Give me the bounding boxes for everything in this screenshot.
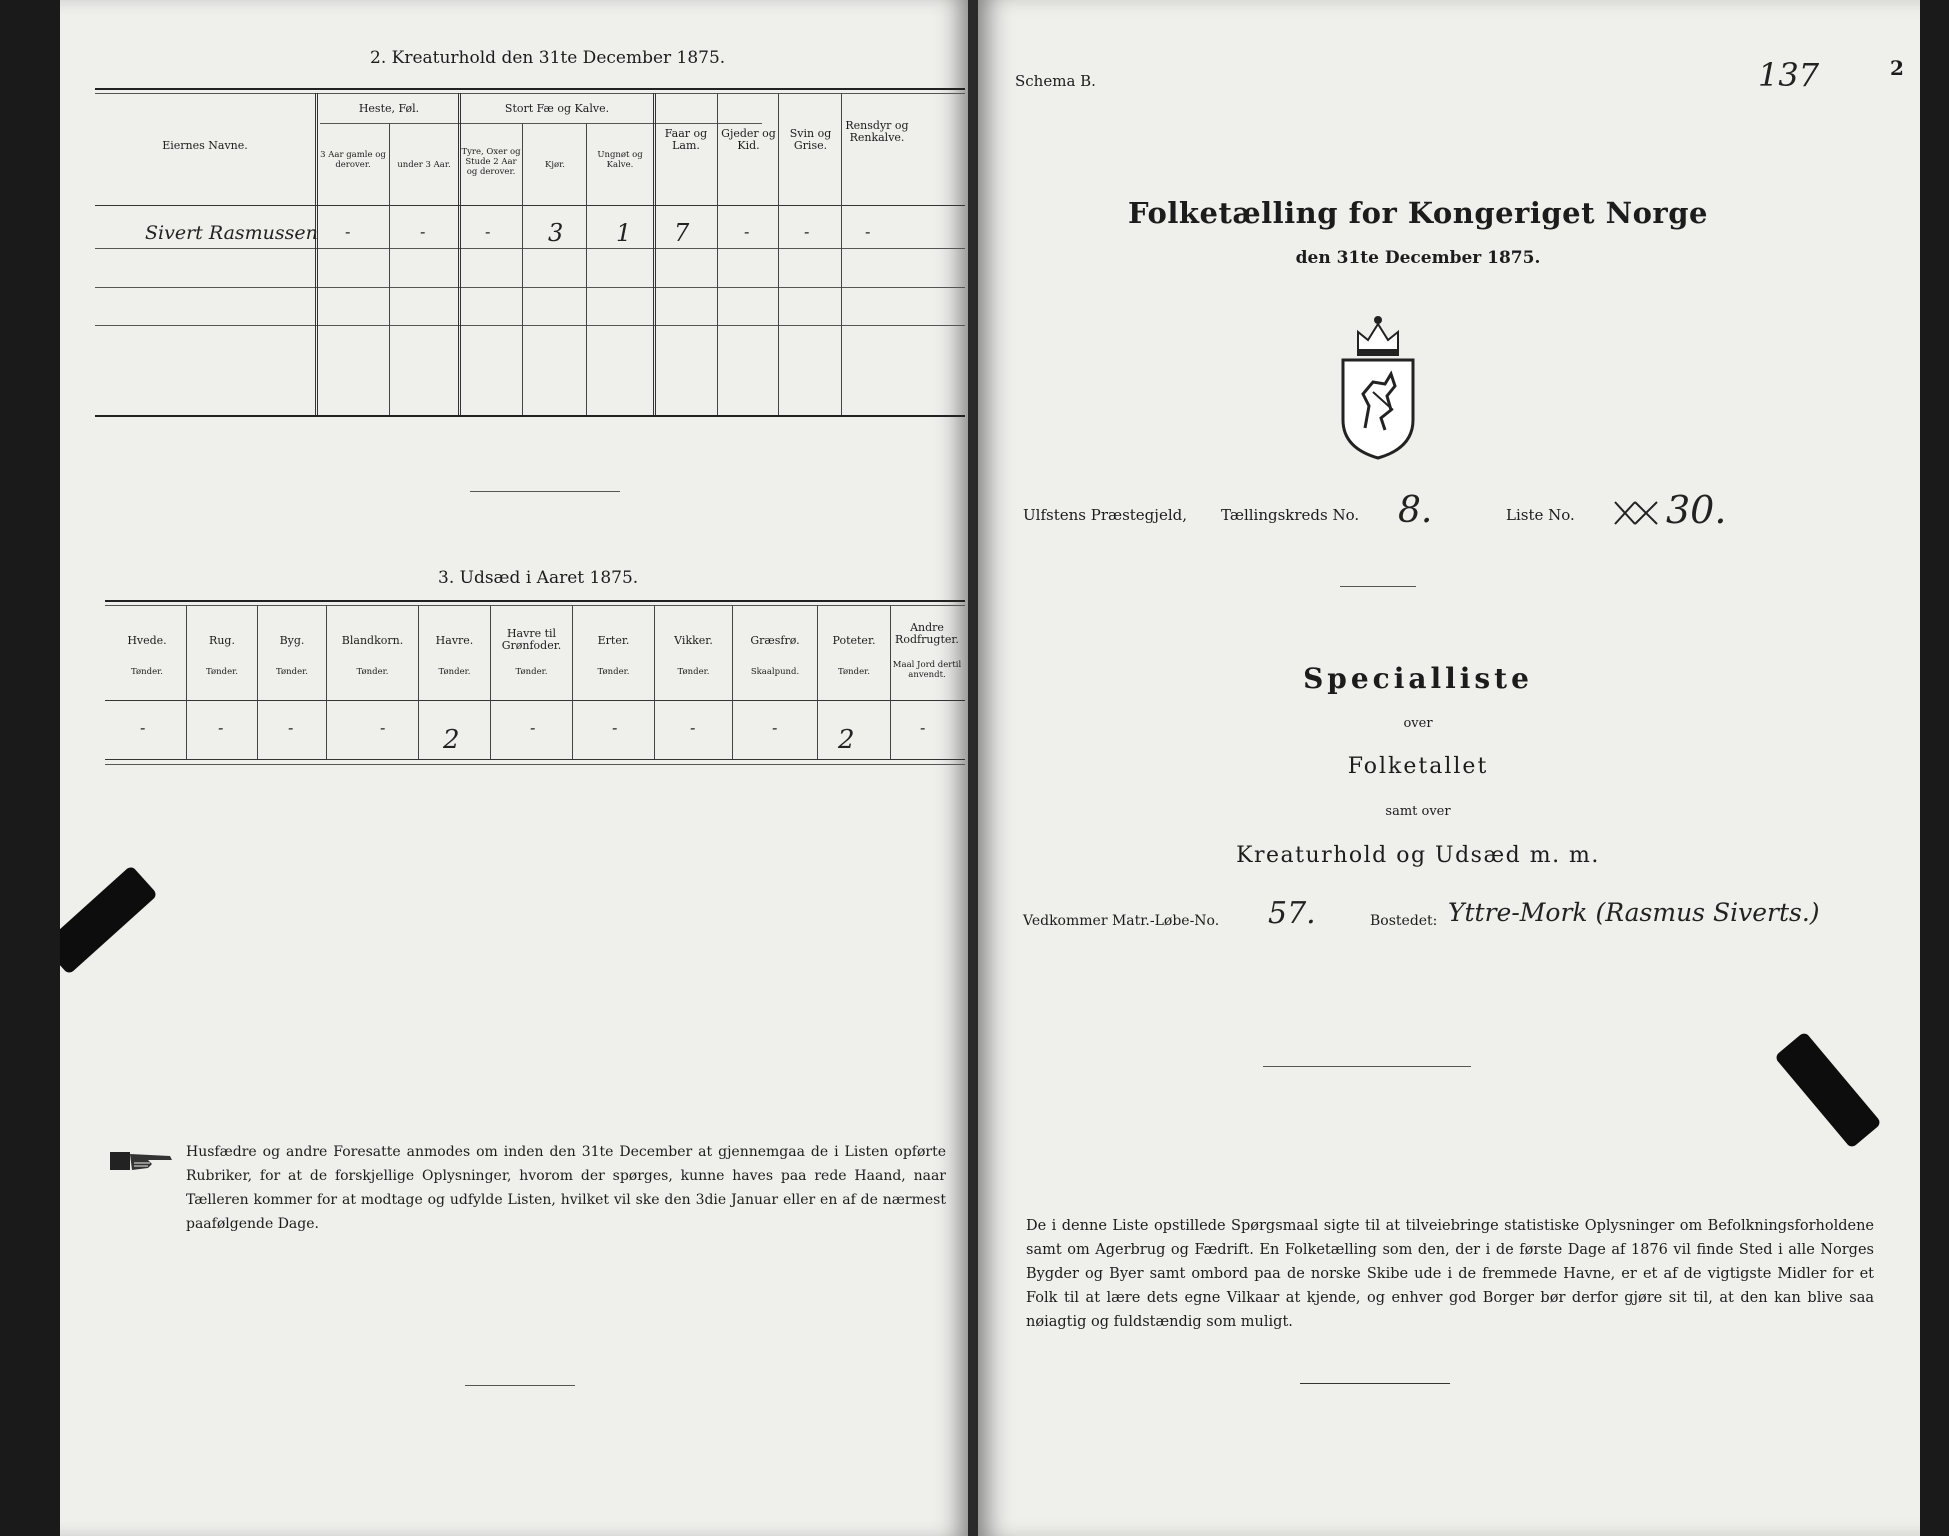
- document-title: Folketælling for Kongeriget Norge: [1128, 196, 1708, 230]
- district-label: Tællingskreds No.: [1221, 506, 1360, 524]
- seed-value: -: [612, 718, 618, 737]
- corner-mark: 2: [1890, 56, 1904, 80]
- livestock-value: -: [865, 222, 871, 241]
- seed-value: -: [920, 718, 926, 737]
- livestock-value: -: [420, 222, 426, 241]
- seed-col-unit: Tønder.: [131, 667, 163, 677]
- seed-col-unit: Maal Jord dertil anvendt.: [892, 660, 962, 680]
- col-header: under 3 Aar.: [397, 160, 451, 170]
- seed-col-header: Erter.: [597, 634, 630, 647]
- livestock-value: -: [804, 222, 810, 241]
- seed-col-unit: Tønder.: [677, 667, 710, 677]
- seed-value: -: [288, 718, 294, 737]
- bosted-value: Yttre-Mork (Rasmus Siverts.): [1448, 898, 1820, 927]
- livestock-value: -: [744, 222, 750, 241]
- seed-col-unit: Tønder.: [438, 667, 471, 677]
- bosted-label: Bostedet:: [1370, 913, 1438, 929]
- seed-col-header: Byg.: [279, 634, 305, 647]
- seed-value: -: [530, 718, 536, 737]
- black-tab-left: [60, 865, 158, 975]
- over-text: over: [1403, 716, 1433, 731]
- col-header: Kjør.: [545, 160, 565, 170]
- pointing-hand-icon: [108, 1146, 178, 1180]
- livestock-value: 1: [616, 219, 632, 247]
- cattle-group-header: Stort Fæ og Kalve.: [504, 102, 610, 115]
- schema-label: Schema B.: [1015, 72, 1096, 90]
- seed-value: 2: [443, 725, 460, 755]
- seed-col-header: Vikker.: [674, 634, 713, 647]
- livestock-value: -: [485, 222, 491, 241]
- livestock-value: 3: [548, 219, 564, 247]
- seed-value: 2: [838, 725, 855, 755]
- samt-over-text: samt over: [1385, 804, 1451, 819]
- col-header: Gjeder og Kid.: [721, 127, 776, 152]
- list-value: 30.: [1666, 488, 1727, 532]
- district-value: 8.: [1398, 490, 1433, 531]
- seed-col-header: Græsfrø.: [750, 634, 800, 647]
- col-header: Ungnøt og Kalve.: [597, 150, 643, 170]
- section2-title: 2. Kreaturhold den 31te December 1875.: [370, 48, 726, 68]
- livestock-value: 7: [674, 219, 690, 247]
- seed-col-unit: Tønder.: [356, 667, 389, 677]
- seed-col-header: Havre til Grønfoder.: [501, 627, 562, 652]
- seed-col-header: Poteter.: [832, 634, 876, 647]
- seed-col-unit: Tønder.: [206, 667, 238, 677]
- kreaturhold-text: Kreaturhold og Udsæd m. m.: [1236, 843, 1600, 868]
- bottom-divider: [465, 1385, 575, 1386]
- seed-col-unit: Tønder.: [276, 667, 308, 677]
- seed-value: -: [690, 718, 696, 737]
- horses-group-header: Heste, Føl.: [358, 102, 420, 115]
- matr-label: Vedkommer Matr.-Løbe-No.: [1023, 913, 1220, 929]
- col-header: Svin og Grise.: [789, 127, 832, 152]
- document-subtitle: den 31te December 1875.: [1295, 248, 1541, 268]
- seed-col-unit: Tønder.: [515, 667, 548, 677]
- divider: [1263, 1066, 1471, 1067]
- list-struck-number: [1613, 500, 1661, 526]
- footer-text: De i denne Liste opstillede Spørgsmaal sigte til at tilveiebringe statistiske Oplysninger om Befolkningsforholdene samt om Agerbrug og Fædrift. En Folketælling som den, der i de første Dage af 1876 vil finde Sted i alle Norges Bygder og Byer samt ombord paa de norske Skibe ude i de fremmede Havne, er et af de vigtigste Midler for et Folk til at lære dets egne Vilkaar at kjende, og enhver god Borger bør derfor gjøre sit til, at den kan blive saa nøiagtig og fuldstændig som muligt.: [1026, 1218, 1874, 1330]
- parish-label: Ulfstens Præstegjeld,: [1023, 506, 1187, 524]
- left-page: [60, 0, 968, 1536]
- col-header: Rensdyr og Renkalve.: [845, 119, 909, 144]
- divider: [1340, 586, 1416, 587]
- divider: [470, 491, 620, 492]
- binding-gutter: [968, 0, 978, 1536]
- seed-col-header: Hvede.: [127, 634, 167, 647]
- section3-title: 3. Udsæd i Aaret 1875.: [438, 568, 639, 588]
- matr-value: 57.: [1268, 896, 1316, 931]
- owner-name: Sivert Rasmussen: [145, 222, 318, 244]
- seed-col-unit: Skaalpund.: [750, 667, 800, 677]
- seed-col-header: Rug.: [209, 634, 235, 647]
- folketallet-text: Folketallet: [1347, 754, 1489, 779]
- right-page: [978, 0, 1920, 1536]
- seed-value: -: [380, 718, 386, 737]
- owner-col-header: Eiernes Navne.: [162, 139, 248, 152]
- page-number: 137: [1758, 56, 1820, 94]
- seed-col-unit: Tønder.: [597, 667, 630, 677]
- seed-col-header: Havre.: [435, 634, 474, 647]
- bottom-divider: [1300, 1383, 1450, 1384]
- seed-value: -: [140, 718, 146, 737]
- black-tab-right: [1774, 1031, 1882, 1149]
- seed-col-header: Blandkorn.: [341, 634, 404, 647]
- seed-value: -: [218, 718, 224, 737]
- seed-col-unit: Tønder.: [838, 667, 870, 677]
- col-header: Tyre, Oxer og Stude 2 Aar og derover.: [461, 147, 521, 177]
- col-header: 3 Aar gamle og derover.: [320, 150, 386, 170]
- col-header: Faar og Lam.: [664, 127, 708, 152]
- seed-col-header: Andre Rodfrugter.: [895, 621, 959, 646]
- list-label: Liste No.: [1506, 506, 1575, 524]
- seed-value: -: [772, 718, 778, 737]
- livestock-value: -: [345, 222, 351, 241]
- coat-of-arms-icon: [1333, 310, 1423, 464]
- notice-text: Husfædre og andre Foresatte anmodes om inden den 31te December at gjennemgaa de i Listen opførte Rubriker, for at de forskjellige Oplysninger, hvorom der spørges, kunne haves paa rede Haand, naar Tælleren kommer for at modtage og udfylde Listen, hvilket vil ske den 3die Januar eller en af de nærmest paafølgende Dage.: [186, 1144, 946, 1232]
- specialliste-heading: Specialliste: [1303, 662, 1533, 695]
